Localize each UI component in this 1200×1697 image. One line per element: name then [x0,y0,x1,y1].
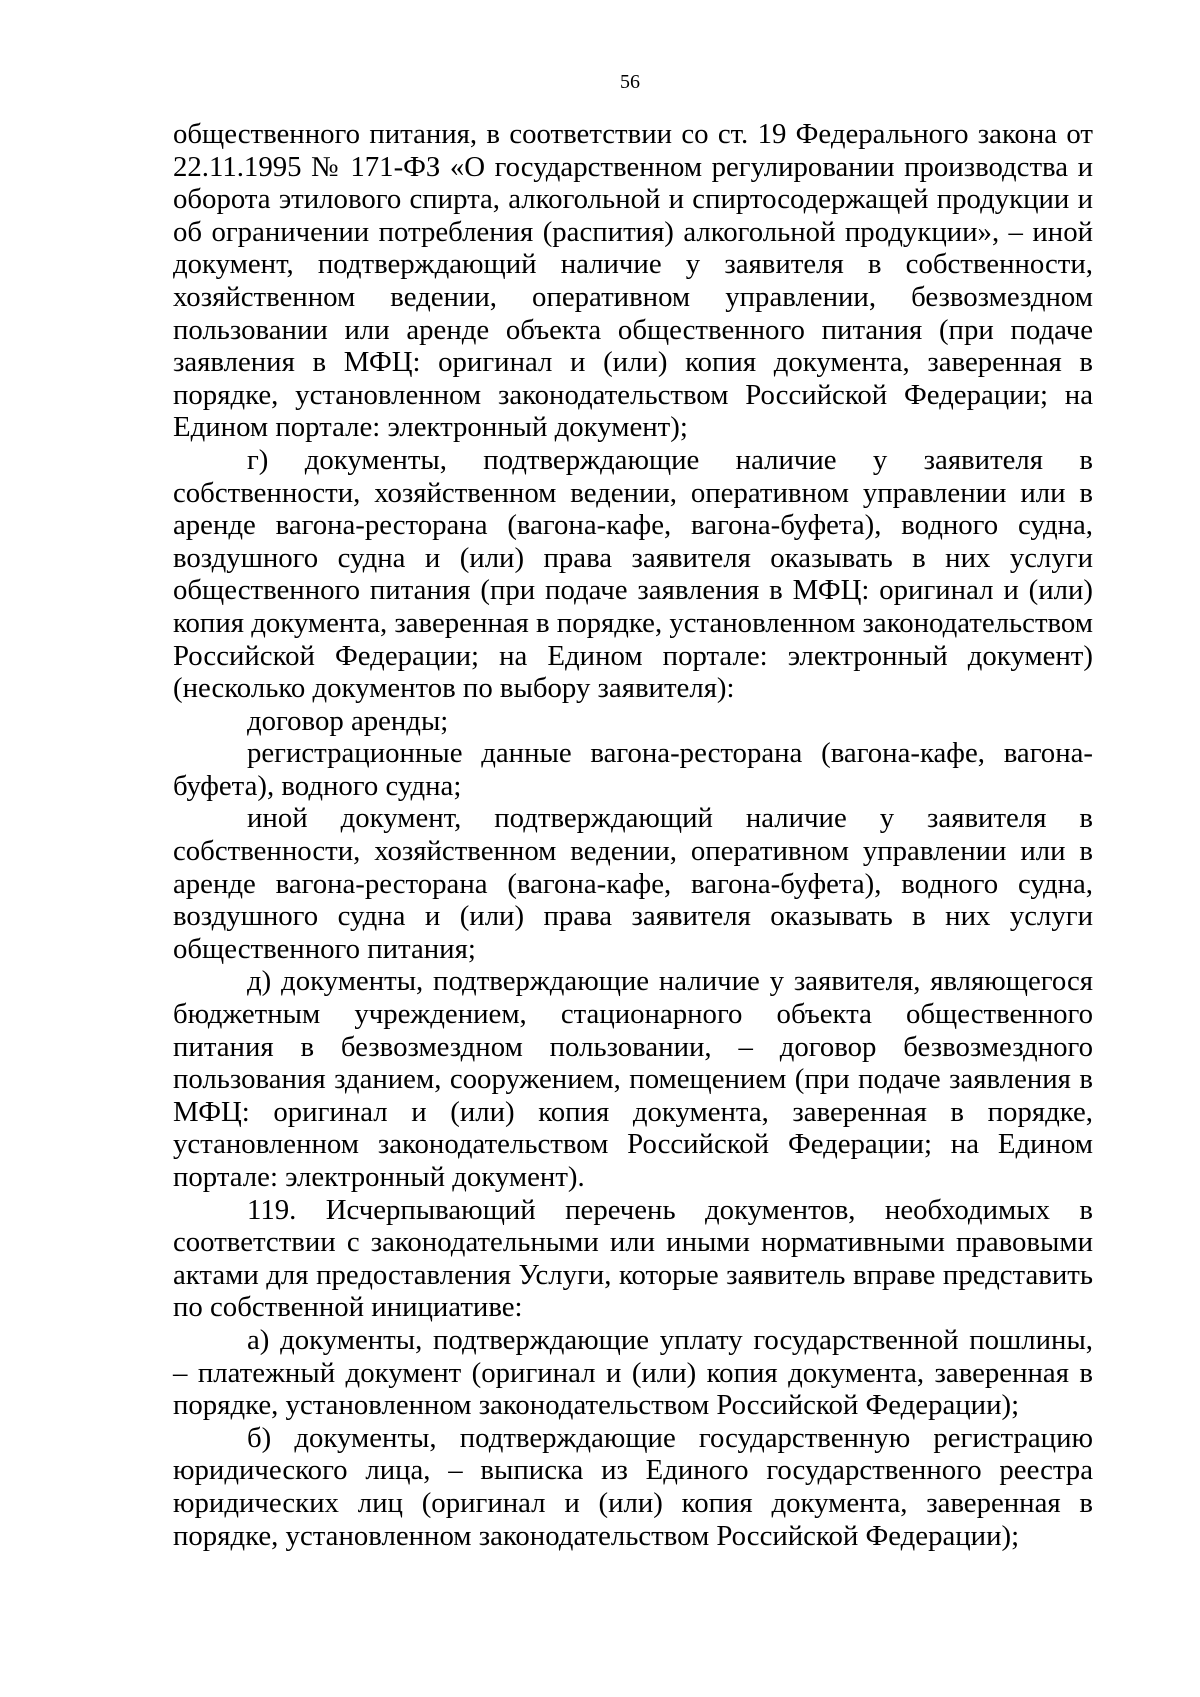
paragraph-item-a: а) документы, подтверждающие уплату государственной пошлины, – платежный документ (оригинал и (или) копия документа, заверенная в порядке, установленном законодательством Российской Федерации); [173,1323,1093,1422]
paragraph-continuation: общественного питания, в соответствии со ст. 19 Федерального закона от 22.11.1995 № 171-ФЗ «О государственном регулировании производства и оборота этилового спирта, алкогольной и спиртосодержащей продукции и об ограничении потребления (распития) алкогольной продукции», – иной документ, подтверждающий наличие у заявителя в собственности, хозяйственном ведении, оперативном управлении, безвозмездном пользовании или аренде объекта общественного питания (при подаче заявления в МФЦ: оригинал и (или) копия документа, заверенная в порядке, установленном законодательством Российской Федерации; на Едином портале: электронный документ); [173,118,1093,444]
document-body [173,118,1093,1552]
paragraph-lease-agreement: договор аренды; [247,704,449,737]
page-number: 56 [620,71,640,93]
paragraph-item-b: б) документы, подтверждающие государственную регистрацию юридического лица, – выписка из Единого государственного реестра юридических лиц (оригинал и (или) копия документа, заверенная в порядке, установленном законодательством Российской Федерации); [173,1421,1093,1552]
paragraph-registration-data: регистрационные данные вагона-ресторана (вагона-кафе, вагона-буфета), водного судна; [173,737,1093,802]
paragraph-other-document: иной документ, подтверждающий наличие у заявителя в собственности, хозяйственном ведении, оперативном управлении или в аренде вагона-ресторана (вагона-кафе, вагона-буфета), водного судна, воздушного судна и (или) права заявителя оказывать в них услуги общественного питания; [173,802,1093,965]
paragraph-item-d: д) документы, подтверждающие наличие у заявителя, являющегося бюджетным учреждением, стационарного объекта общественного питания в безвозмездном пользовании, – договор безвозмездного пользования зданием, сооружением, помещением (при подаче заявления в МФЦ: оригинал и (или) копия документа, заверенная в порядке, установленном законодательством Российской Федерации; на Едином портале: электронный документ). [173,965,1093,1193]
paragraph-clause-119: 119. Исчерпывающий перечень документов, необходимых в соответствии с законодательными или иными нормативными правовыми актами для предоставления Услуги, которые заявитель вправе представить по собственной инициативе: [173,1193,1093,1324]
paragraph-item-g: г) документы, подтверждающие наличие у заявителя в собственности, хозяйственном ведении, оперативном управлении или в аренде вагона-ресторана (вагона-кафе, вагона-буфета), водного судна, воздушного судна и (или) права заявителя оказывать в них услуги общественного питания (при подаче заявления в МФЦ: оригинал и (или) копия документа, заверенная в порядке, установленном законодательством Российской Федерации; на Едином портале: электронный документ) (несколько документов по выбору заявителя): [173,443,1093,705]
